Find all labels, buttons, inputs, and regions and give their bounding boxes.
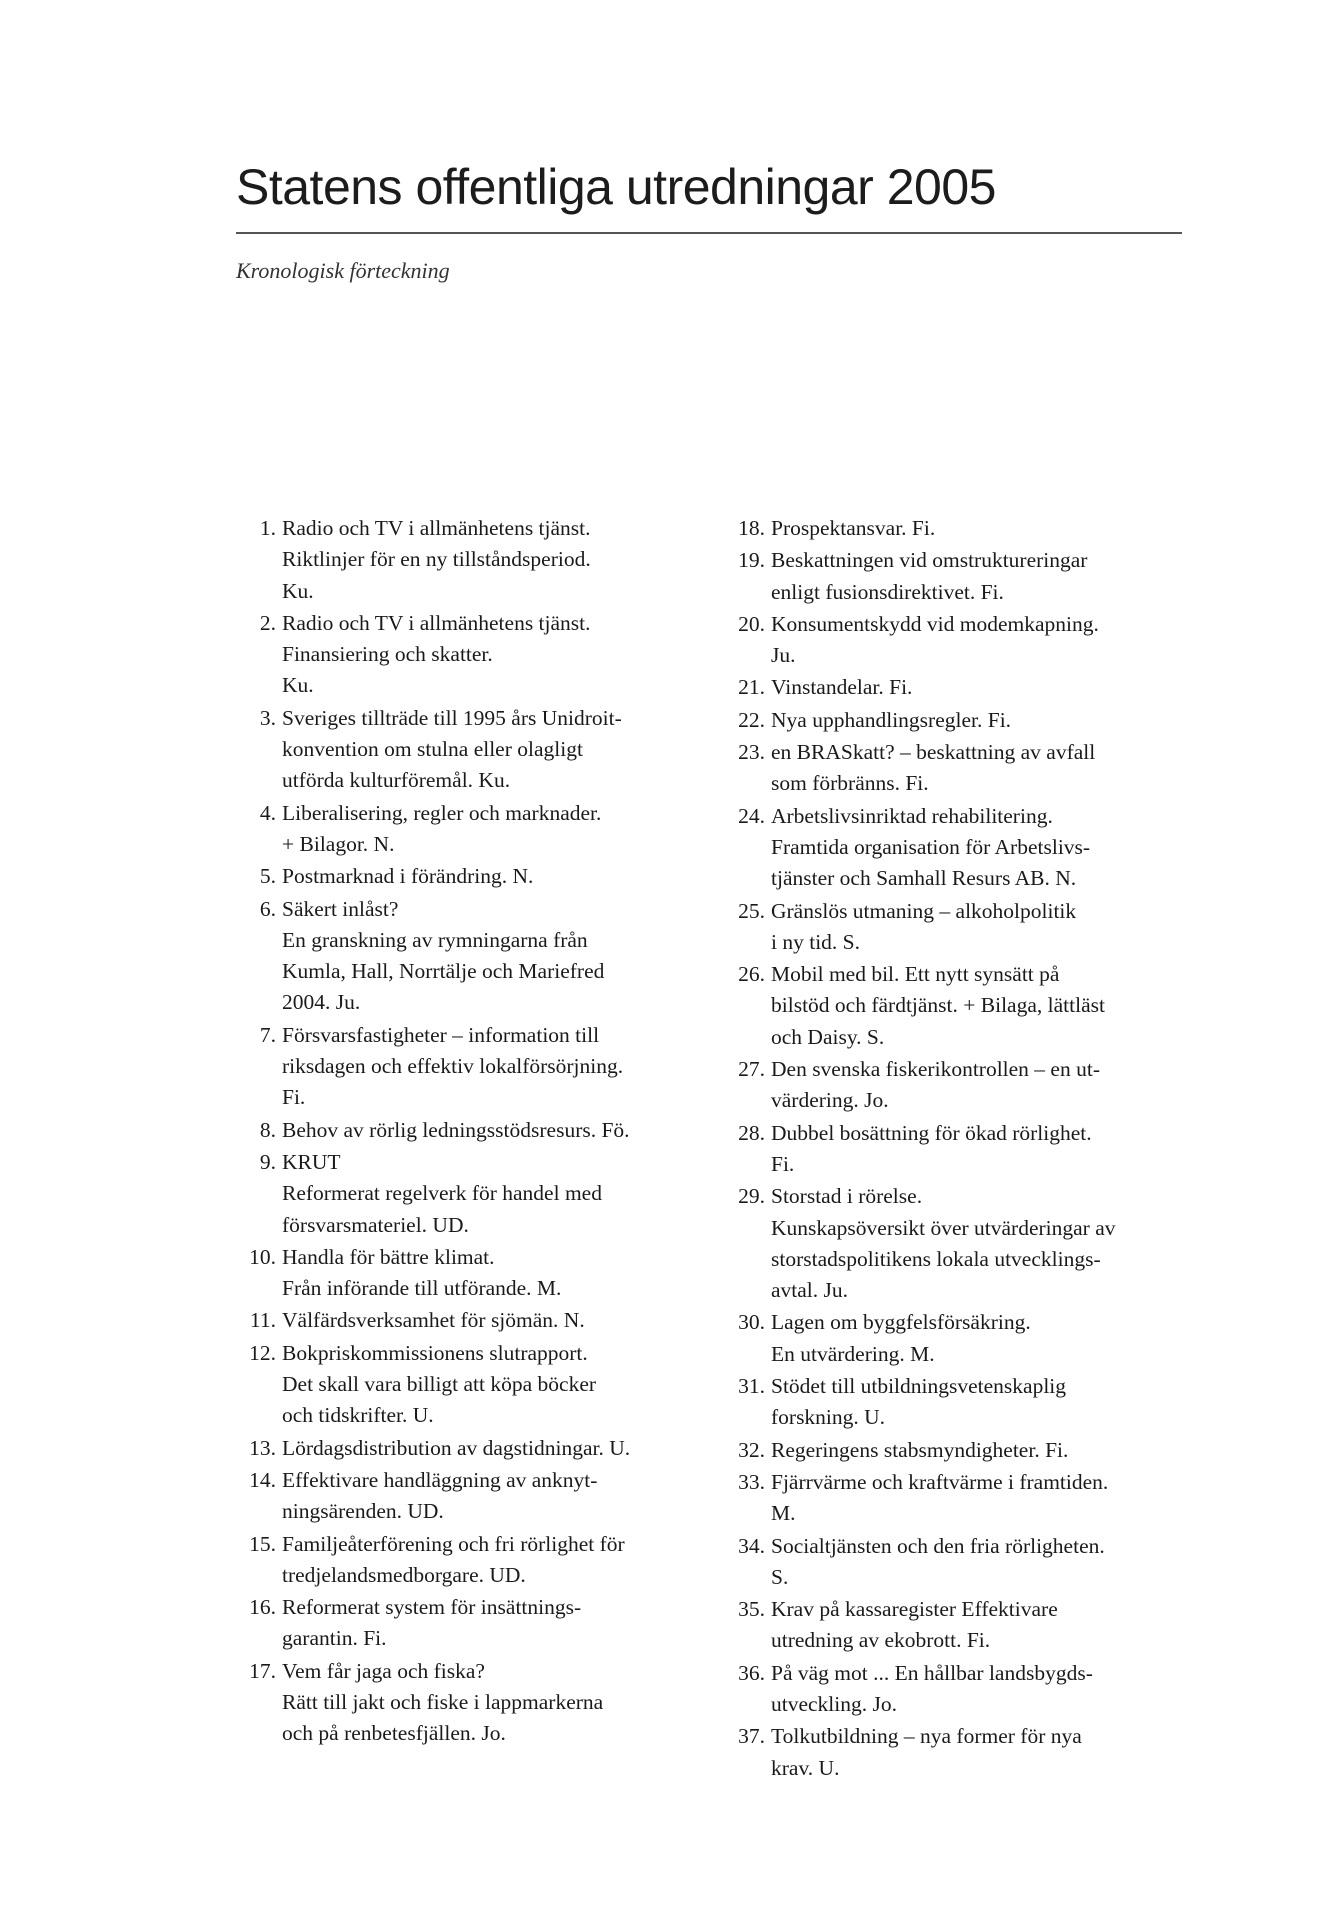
entry-number: 34.	[738, 1533, 765, 1558]
report-entry	[236, 861, 706, 892]
entry-text-line: Socialtjänsten och den fria rörligheten.	[771, 1533, 1105, 1558]
report-entry	[725, 545, 1185, 608]
entry-text-line: värdering. Jo.	[771, 1088, 889, 1113]
entry-text-line: Tolkutbildning – nya former för nya	[771, 1724, 1082, 1749]
entry-text-line: Krav på kassaregister Effektivare	[771, 1597, 1058, 1622]
entry-text-line: Välfärdsverksamhet för sjömän. N.	[282, 1308, 585, 1333]
entry-number: 6.	[259, 896, 276, 921]
entry-text-line: tredjelandsmedborgare. UD.	[282, 1562, 526, 1587]
entry-number: 28.	[738, 1120, 765, 1145]
report-entry	[725, 513, 1185, 544]
entry-text-line: Stödet till utbildningsvetenskaplig	[771, 1374, 1067, 1399]
report-list-left-column	[236, 513, 706, 1751]
entry-text-line: utveckling. Jo.	[771, 1691, 897, 1716]
entry-number: 3.	[259, 705, 276, 730]
entry-text-line: Sveriges tillträde till 1995 års Unidroit-	[282, 705, 622, 730]
report-entry	[236, 1465, 706, 1528]
entry-number: 29.	[738, 1184, 765, 1209]
entry-text-line: avtal. Ju.	[771, 1278, 849, 1303]
report-entry	[725, 609, 1185, 672]
entry-number: 4.	[259, 800, 276, 825]
report-entry	[236, 1305, 706, 1336]
entry-number: 22.	[738, 707, 765, 732]
entry-text-line: Familjeåterförening och fri rörlighet för	[282, 1531, 625, 1556]
report-entry	[236, 1529, 706, 1592]
report-entry	[725, 737, 1185, 800]
entry-text-line: enligt fusionsdirektivet. Fi.	[771, 579, 1004, 604]
entry-text-line: Nya upphandlingsregler. Fi.	[771, 707, 1012, 732]
entry-text-line: Arbetslivsinriktad rehabilitering.	[771, 803, 1053, 828]
entry-text-line: Kunskapsöversikt över utvärderingar av	[771, 1215, 1116, 1240]
entry-number: 5.	[259, 864, 276, 889]
report-entry	[725, 1054, 1185, 1117]
report-entry	[725, 1594, 1185, 1657]
entry-text-line: Gränslös utmaning – alkoholpolitik	[771, 898, 1077, 923]
entry-number: 14.	[249, 1467, 276, 1492]
report-entry	[725, 1118, 1185, 1181]
entry-text-line: och Daisy. S.	[771, 1024, 885, 1049]
entry-text-line: bilstöd och färdtjänst. + Bilaga, lättläst	[771, 993, 1105, 1018]
report-entry	[725, 1721, 1185, 1784]
entry-text-line: Vem får jaga och fiska?	[282, 1658, 485, 1683]
entry-text-line: krav. U.	[771, 1755, 840, 1780]
entry-text-line: Handla för bättre klimat.	[282, 1244, 495, 1269]
entry-text-line: och tidskrifter. U.	[282, 1403, 434, 1428]
entry-text-line: Riktlinjer för en ny tillståndsperiod.	[282, 547, 591, 572]
entry-text-line: Lagen om byggfelsförsäkring.	[771, 1310, 1031, 1335]
report-entry	[236, 894, 706, 1019]
entry-number: 17.	[249, 1658, 276, 1683]
report-entry	[236, 703, 706, 797]
entry-text-line: Vinstandelar. Fi.	[771, 675, 913, 700]
report-entry	[236, 1242, 706, 1305]
entry-text-line: På väg mot ... En hållbar landsbygds-	[771, 1660, 1093, 1685]
entry-text-line: Fi.	[771, 1151, 795, 1176]
report-entry	[236, 1147, 706, 1241]
entry-number: 36.	[738, 1660, 765, 1685]
entry-text-line: Fi.	[282, 1085, 306, 1110]
entry-number: 26.	[738, 962, 765, 987]
entry-text-line: Regeringens stabsmyndigheter. Fi.	[771, 1437, 1069, 1462]
entry-text-line: Behov av rörlig ledningsstödsresurs. Fö.	[282, 1117, 630, 1142]
entry-number: 18.	[738, 516, 765, 540]
entry-text-line: S.	[771, 1564, 789, 1589]
report-entry	[725, 801, 1185, 895]
entry-number: 33.	[738, 1469, 765, 1494]
report-entry	[236, 1592, 706, 1655]
report-entry	[725, 1467, 1185, 1530]
entry-number: 31.	[738, 1374, 765, 1399]
entry-text-line: En granskning av rymningarna från	[282, 927, 588, 952]
entry-number: 30.	[738, 1310, 765, 1335]
entry-number: 12.	[249, 1340, 276, 1365]
entry-text-line: M.	[771, 1501, 796, 1526]
entry-text-line: Säkert inlåst?	[282, 896, 399, 921]
entry-number: 8.	[259, 1117, 276, 1142]
entry-number: 20.	[738, 611, 765, 636]
report-entry	[236, 1338, 706, 1432]
entry-text-line: Bokpriskommissionens slutrapport.	[282, 1340, 588, 1365]
report-entry	[236, 798, 706, 861]
entry-number: 7.	[259, 1022, 276, 1047]
entry-text-line: Kumla, Hall, Norrtälje och Mariefred	[282, 959, 605, 984]
report-entry	[236, 608, 706, 702]
report-entry	[725, 1181, 1185, 1306]
entry-text-line: Storstad i rörelse.	[771, 1184, 923, 1209]
report-entry	[725, 1531, 1185, 1594]
entry-number: 23.	[738, 740, 765, 765]
entry-number: 21.	[738, 675, 765, 700]
entry-text-line: Prospektansvar. Fi.	[771, 516, 936, 540]
report-entry	[236, 1433, 706, 1464]
entry-text-line: Reformerat system för insättnings-	[282, 1595, 582, 1620]
entry-text-line: Ku.	[282, 578, 314, 603]
report-entry	[725, 672, 1185, 703]
entry-number: 11.	[249, 1308, 276, 1333]
entry-number: 13.	[249, 1435, 276, 1460]
report-list-right-column	[725, 513, 1185, 1785]
entry-text-line: Mobil med bil. Ett nytt synsätt på	[771, 962, 1060, 987]
entry-number: 2.	[259, 610, 276, 635]
entry-text-line: forskning. U.	[771, 1405, 886, 1430]
entry-text-line: Försvarsfastigheter – information till	[282, 1022, 600, 1047]
entry-text-line: Radio och TV i allmänhetens tjänst.	[282, 610, 591, 635]
entry-text-line: Beskattningen vid omstruktureringar	[771, 548, 1088, 573]
entry-number: 35.	[738, 1597, 765, 1622]
entry-text-line: utredning av ekobrott. Fi.	[771, 1628, 991, 1653]
entry-text-line: konvention om stulna eller olagligt	[282, 737, 583, 762]
entry-number: 25.	[738, 898, 765, 923]
report-entry	[725, 1307, 1185, 1370]
entry-text-line: Rätt till jakt och fiske i lappmarkerna	[282, 1689, 604, 1714]
entry-text-line: En utvärdering. M.	[771, 1341, 935, 1366]
report-entry	[236, 1656, 706, 1750]
report-entry	[725, 705, 1185, 736]
entry-text-line: Framtida organisation för Arbetslivs-	[771, 834, 1091, 859]
entry-text-line: riksdagen och effektiv lokalförsörjning.	[282, 1054, 624, 1079]
entry-number: 1.	[259, 516, 276, 540]
entry-number: 37.	[738, 1724, 765, 1749]
entry-text-line: Finansiering och skatter.	[282, 642, 493, 667]
entry-text-line: Ju.	[771, 643, 796, 668]
title-divider	[236, 232, 1182, 234]
entry-text-line: Radio och TV i allmänhetens tjänst.	[282, 516, 591, 540]
entry-text-line: en BRASkatt? – beskattning av avfall	[771, 740, 1096, 765]
page-subtitle: Kronologisk förteckning	[236, 258, 450, 283]
entry-number: 24.	[738, 803, 765, 828]
entry-text-line: i ny tid. S.	[771, 929, 861, 954]
entry-number: 9.	[259, 1149, 276, 1174]
entry-text-line: Lördagsdistribution av dagstidningar. U.	[282, 1435, 631, 1460]
entry-text-line: Ku.	[282, 673, 314, 698]
entry-text-line: Liberalisering, regler och marknader.	[282, 800, 602, 825]
report-entry	[725, 1658, 1185, 1721]
entry-text-line: och på renbetesfjällen. Jo.	[282, 1721, 506, 1746]
entry-number: 27.	[738, 1057, 765, 1082]
report-entry	[725, 959, 1185, 1053]
entry-text-line: Fjärrvärme och kraftvärme i framtiden.	[771, 1469, 1109, 1494]
entry-text-line: Effektivare handläggning av anknyt-	[282, 1467, 598, 1492]
entry-text-line: som förbränns. Fi.	[771, 771, 929, 796]
entry-text-line: Från införande till utförande. M.	[282, 1276, 562, 1301]
report-entry	[725, 1435, 1185, 1466]
entry-text-line: Reformerat regelverk för handel med	[282, 1181, 602, 1206]
entry-text-line: försvarsmateriel. UD.	[282, 1212, 469, 1237]
entry-text-line: KRUT	[282, 1149, 341, 1174]
entry-text-line: Postmarknad i förändring. N.	[282, 864, 534, 889]
report-entry	[236, 1020, 706, 1114]
entry-number: 32.	[738, 1437, 765, 1462]
entry-text-line: storstadspolitikens lokala utvecklings-	[771, 1246, 1101, 1271]
report-entry	[725, 1371, 1185, 1434]
entry-text-line: utförda kulturföremål. Ku.	[282, 768, 511, 793]
report-entry	[236, 1115, 706, 1146]
report-entry	[725, 896, 1185, 959]
entry-number: 15.	[249, 1531, 276, 1556]
entry-number: 19.	[738, 548, 765, 573]
entry-text-line: garantin. Fi.	[282, 1626, 387, 1651]
entry-text-line: Den svenska fiskerikontrollen – en ut-	[771, 1057, 1100, 1082]
entry-number: 16.	[249, 1595, 276, 1620]
entry-text-line: Dubbel bosättning för ökad rörlighet.	[771, 1120, 1092, 1145]
entry-text-line: 2004. Ju.	[282, 990, 361, 1015]
report-entry	[236, 513, 706, 607]
entry-number: 10.	[249, 1244, 276, 1269]
entry-text-line: Konsumentskydd vid modemkapning.	[771, 611, 1099, 636]
page-title: Statens offentliga utredningar 2005	[236, 159, 996, 215]
entry-text-line: Det skall vara billigt att köpa böcker	[282, 1372, 597, 1397]
entry-text-line: + Bilagor. N.	[282, 831, 395, 856]
entry-text-line: ningsärenden. UD.	[282, 1499, 444, 1524]
entry-text-line: tjänster och Samhall Resurs AB. N.	[771, 866, 1077, 891]
